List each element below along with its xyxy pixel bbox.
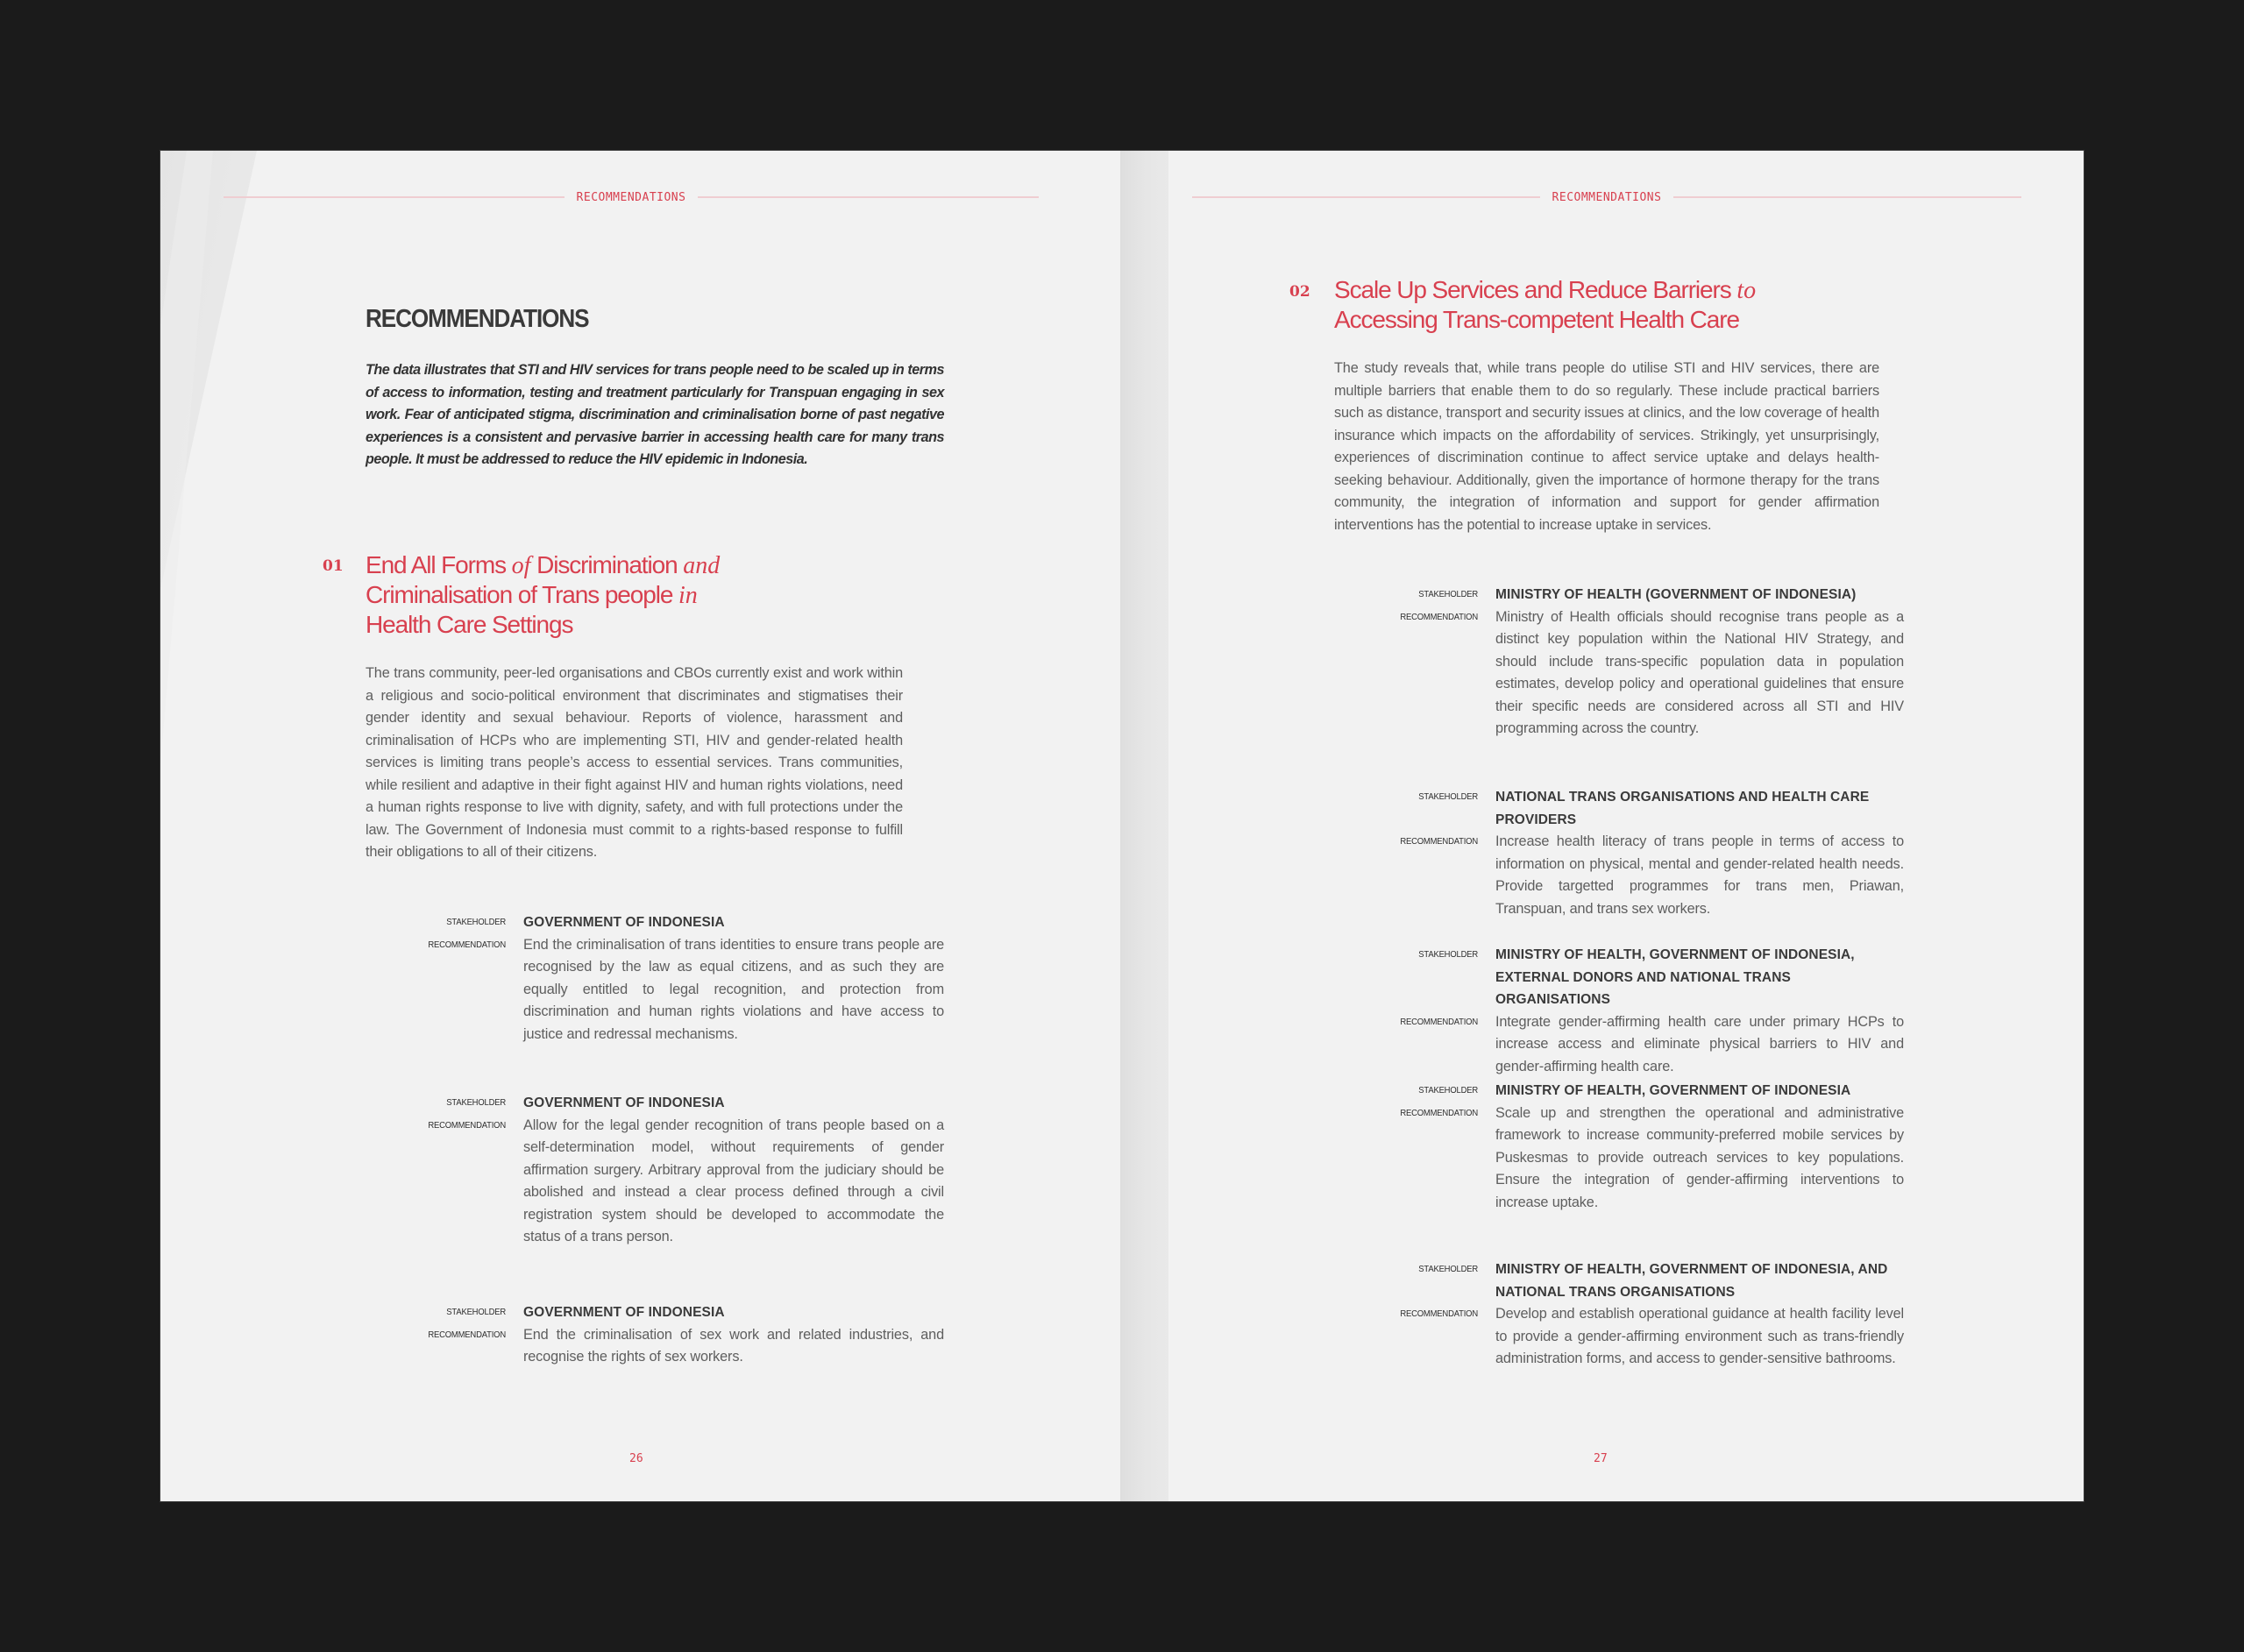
- section-title: [366, 550, 821, 639]
- intro-paragraph: The data illustrates that STI and HIV services for trans people need to be scaled up in terms of access to information, testing and treatment particularly for Transpuan engaging in sex work. Fear of anticipated stigma, discrimination and criminalisation borne of past negative experiences is a consistent and pervasive barrier in accessing health care for many trans people. It must be addressed to reduce the HIV epidemic in Indonesia.: [366, 362, 944, 467]
- book-spread: [160, 151, 2084, 1501]
- section-number: 01: [323, 557, 344, 575]
- recommendation-block: [383, 911, 944, 1046]
- title-text: Health Care Settings: [366, 611, 573, 638]
- title-italic: and: [683, 552, 721, 579]
- recommendation-label: RECOMMENDATION: [1400, 611, 1478, 622]
- header-rule: [1673, 196, 2021, 198]
- title-text: Discrimination: [530, 551, 684, 578]
- stakeholder-name: GOVERNMENT OF INDONESIA: [523, 1095, 725, 1110]
- recommendation-label: RECOMMENDATION: [1400, 836, 1478, 847]
- recommendation-text: Increase health literacy of trans people in terms of access to information on physical, mental and gender-related health needs. Provide targetted programmes for trans men, Priawan, Transpuan, and trans sex workers.: [1495, 833, 1904, 917]
- stakeholder-label: STAKEHOLDER: [446, 917, 506, 927]
- running-head-label: RECOMMENDATIONS: [576, 190, 686, 204]
- left-page: [160, 151, 1120, 1501]
- title-italic: to: [1736, 277, 1757, 304]
- stakeholder-name: NATIONAL TRANS ORGANISATIONS AND HEALTH CARE PROVIDERS: [1495, 790, 1870, 827]
- header-rule: [698, 196, 1039, 198]
- stakeholder-label: STAKEHOLDER: [1418, 791, 1478, 802]
- page-title: RECOMMENDATIONS: [366, 305, 589, 333]
- recommendation-label: RECOMMENDATION: [1400, 1107, 1478, 1118]
- recommendation-text: Ministry of Health officials should recognise trans people as a distinct key population within the National HIV Strategy, and should include trans-specific population data in population estimates, develop policy and operational guidelines that ensure their specific needs are considered across all STI and HIV programming across the country.: [1495, 608, 1904, 736]
- section-number: 02: [1289, 283, 1310, 301]
- stakeholder-label: STAKEHOLDER: [1418, 589, 1478, 599]
- header-rule: [1192, 196, 1540, 198]
- recommendation-block: [383, 1092, 944, 1249]
- title-text: Scale Up Services and Reduce Barriers: [1334, 276, 1737, 303]
- stakeholder-label: STAKEHOLDER: [446, 1307, 506, 1317]
- recommendation-label: RECOMMENDATION: [428, 1119, 506, 1131]
- section-body: The study reveals that, while trans people do utilise STI and HIV services, there are multiple barriers that enable them to do so regularly. These include practical barriers such as distance, transport and security issues at clinics, and the low coverage of health insurance which impacts on the affordability of services. Strikingly, yet unsurprisingly, experiences of discrimination continue to affect service uptake and delays health-seeking behaviour. Additionally, given the importance of hormone therapy for the trans community, the integration of information and support for gender affirmation interventions has the potential to increase uptake in services.: [1334, 360, 1879, 533]
- recommendation-text: End the criminalisation of trans identities to ensure trans people are recognised by the law as equal citizens, and as such they are equally entitled to legal recognition, and protection from discrimination and human rights violations and have access to justice and redressal mechanisms.: [523, 936, 944, 1042]
- recommendation-label: RECOMMENDATION: [428, 939, 506, 950]
- stakeholder-label: STAKEHOLDER: [1418, 949, 1478, 960]
- running-head: [1192, 188, 2021, 206]
- recommendation-block: [1355, 584, 1904, 741]
- section-title: [1334, 275, 1878, 334]
- recommendation-text: Scale up and strengthen the operational and administrative framework to increase community-preferred mobile services by Puskesmas to provide outreach services to key populations. Ensure the integration of gender-affirming interventions to increase uptake.: [1495, 1104, 1904, 1210]
- recommendation-label: RECOMMENDATION: [428, 1329, 506, 1340]
- recommendation-block: [1355, 1080, 1904, 1214]
- page-number: 27: [1594, 1452, 1608, 1465]
- page-number: 26: [629, 1452, 643, 1465]
- stakeholder-name: MINISTRY OF HEALTH, GOVERNMENT OF INDONESIA, AND NATIONAL TRANS ORGANISATIONS: [1495, 1262, 1888, 1300]
- recommendation-block: [1355, 1258, 1904, 1371]
- recommendation-text: End the criminalisation of sex work and related industries, and recognise the rights of sex workers.: [523, 1326, 944, 1365]
- title-text: Accessing Trans-competent Health Care: [1334, 306, 1739, 333]
- stakeholder-label: STAKEHOLDER: [1418, 1264, 1478, 1274]
- recommendation-label: RECOMMENDATION: [1400, 1016, 1478, 1027]
- title-text: Criminalisation of Trans people: [366, 581, 678, 608]
- stakeholder-name: GOVERNMENT OF INDONESIA: [523, 1305, 725, 1320]
- title-italic: of: [511, 552, 531, 579]
- recommendation-label: RECOMMENDATION: [1400, 1308, 1478, 1319]
- recommendation-text: Allow for the legal gender recognition of trans people based on a self-determination model, without requirements of gender affirmation surgery. Arbitrary approval from the judiciary should be abolished and instead a clear process defined through a civil registration system should be developed to accommodate the status of a trans person.: [523, 1117, 944, 1244]
- title-text: End All Forms: [366, 551, 512, 578]
- stakeholder-name: MINISTRY OF HEALTH, GOVERNMENT OF INDONESIA, EXTERNAL DONORS AND NATIONAL TRANS ORGANISATIONS: [1495, 947, 1855, 1007]
- title-italic: in: [678, 582, 698, 609]
- stakeholder-name: GOVERNMENT OF INDONESIA: [523, 915, 725, 930]
- stakeholder-label: STAKEHOLDER: [446, 1097, 506, 1108]
- running-head: [224, 188, 1039, 206]
- stakeholder-name: MINISTRY OF HEALTH, GOVERNMENT OF INDONESIA: [1495, 1083, 1851, 1098]
- stakeholder-label: STAKEHOLDER: [1418, 1085, 1478, 1095]
- section-body: The trans community, peer-led organisations and CBOs currently exist and work within a religious and socio-political environment that discriminates and stigmatises their gender identity and sexual behaviour. Reports of violence, harassment and criminalisation of HCPs who are implementing STI, HIV and gender-related health services is limiting trans people’s access to essential services. Trans communities, while resilient and adaptive in their fight against HIV and human rights violations, need a human rights response to live with dignity, safety, and with full protections under the law. The Government of Indonesia must commit to a rights-based response to fulfill their obligations to all of their citizens.: [366, 665, 903, 860]
- recommendation-block: [1355, 944, 1904, 1078]
- right-page: [1120, 151, 2084, 1501]
- recommendation-block: [383, 1301, 944, 1369]
- recommendation-block: [1355, 786, 1904, 920]
- header-rule: [224, 196, 565, 198]
- running-head-label: RECOMMENDATIONS: [1552, 190, 1662, 204]
- stakeholder-name: MINISTRY OF HEALTH (GOVERNMENT OF INDONESIA): [1495, 587, 1857, 602]
- recommendation-text: Develop and establish operational guidance at health facility level to provide a gender-affirming environment such as trans-friendly administration forms, and access to gender-sensitive bathrooms.: [1495, 1306, 1904, 1366]
- recommendation-text: Integrate gender-affirming health care under primary HCPs to increase access and eliminate physical barriers to HIV and gender-affirming health care.: [1495, 1013, 1904, 1074]
- page-shading: [160, 151, 283, 1501]
